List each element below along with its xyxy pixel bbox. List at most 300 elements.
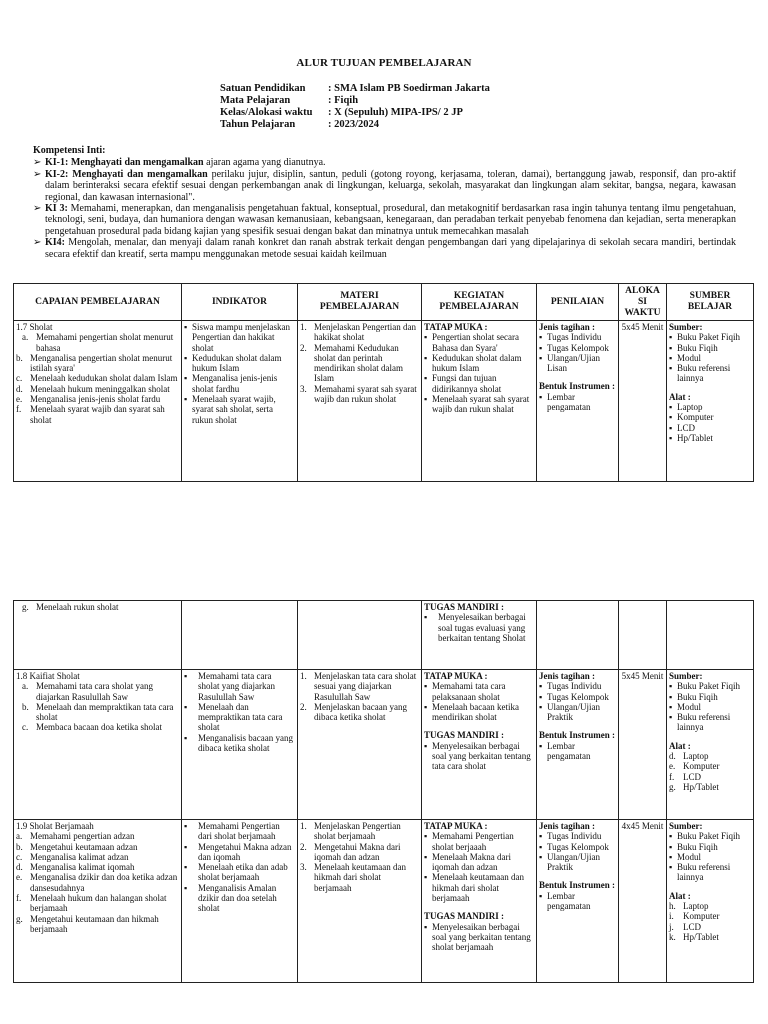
list-item bbox=[669, 922, 751, 932]
bullet-icon: ▪ bbox=[184, 732, 188, 743]
list-item bbox=[16, 373, 179, 383]
list-item bbox=[184, 353, 295, 374]
list-item bbox=[669, 353, 751, 363]
list-item bbox=[16, 852, 179, 862]
ki-lead: KI 3: bbox=[45, 203, 68, 215]
list-text: Menganalisa kalimat adzan bbox=[30, 851, 129, 862]
bullet-icon: ▪ bbox=[539, 352, 543, 363]
list-text: Menjelaskan tata cara sholat sesuai yang diajarkan Rasulullah Saw bbox=[314, 671, 417, 702]
learning-table-part-1 bbox=[13, 283, 754, 482]
list-item bbox=[16, 353, 179, 374]
cp-cell bbox=[14, 820, 182, 983]
ki-item bbox=[33, 169, 736, 203]
list-item bbox=[669, 363, 751, 384]
list-item bbox=[16, 702, 179, 723]
list-number: 1. bbox=[300, 821, 307, 831]
indikator-cell bbox=[182, 670, 298, 820]
meta-row bbox=[220, 119, 490, 131]
list-text: Kedudukan sholat dalam hukum Islam bbox=[432, 352, 522, 374]
list-text: Tugas Kelompok bbox=[547, 841, 609, 852]
waktu-cell: 5x45 Menit bbox=[619, 321, 667, 482]
bullet-icon: ▪ bbox=[669, 851, 673, 862]
meta-label: Tahun Pelajaran bbox=[220, 119, 296, 130]
bullet-icon: ▪ bbox=[424, 394, 428, 405]
list-text: Menelaah Makna dari iqomah dan adzan bbox=[432, 851, 511, 873]
bullet-icon: ▪ bbox=[669, 422, 673, 433]
list-number: a. bbox=[22, 332, 29, 343]
cp-cell bbox=[14, 670, 182, 820]
ki-item bbox=[33, 237, 736, 260]
table-row bbox=[14, 601, 754, 670]
list-item bbox=[16, 384, 179, 394]
list-item bbox=[669, 772, 751, 782]
list-item bbox=[16, 914, 179, 935]
list-text: Menelaah kedudukan sholat dalam Islam bbox=[30, 373, 178, 384]
list-number: d. bbox=[669, 751, 676, 762]
list-number: f. bbox=[669, 771, 675, 782]
list-text: Menelaah rukun sholat bbox=[36, 602, 119, 612]
bullet-icon: ▪ bbox=[424, 872, 428, 883]
kompetensi-inti bbox=[33, 145, 736, 260]
list-text: Menelaah keutamaan dan hikmah dari sholat berjamaah bbox=[314, 862, 406, 893]
list-text: Menelaah dan mempraktikan tata cara sholat bbox=[36, 701, 174, 723]
list-number: 2. bbox=[300, 841, 307, 852]
ki-body: perilaku jujur, disiplin, santun, peduli (gotong royong, kerjasama, toleran, damai), bertanggung jawab, responsif, dan pro-aktif dalam berinteraksi secara efektif sesuai dengan perkembangan anak di lingkungan, keluarga, sekolah, masyarakat dan lingkungan alam sekitar, bangsa, negara, kawasan regional, dan kawasan internasional". bbox=[45, 168, 736, 203]
list-text: Menganalisis bacaan yang dibaca ketika sholat bbox=[198, 732, 293, 754]
list-number: 3. bbox=[300, 383, 307, 394]
header-cell: PENILAIAN bbox=[537, 284, 619, 321]
list-text: Menelaah syarat sah syarat wajib dan rukun shalat bbox=[432, 394, 530, 415]
header-cell: ALOKA SI WAKTU bbox=[619, 284, 667, 321]
list-item bbox=[300, 842, 419, 863]
list-item bbox=[669, 332, 751, 342]
list-text: Menganalisa jenis-jenis sholat fardu bbox=[30, 394, 161, 405]
list-text: Memahami Pengertian dari sholat berjamaah bbox=[198, 821, 280, 842]
list-item bbox=[424, 741, 534, 772]
learning-table-part-2 bbox=[13, 600, 754, 983]
list-item bbox=[669, 423, 751, 433]
section-heading: Alat : bbox=[669, 890, 691, 901]
bullet-icon: ▪ bbox=[669, 332, 673, 343]
penilaian-cell bbox=[537, 321, 619, 482]
list-number: e. bbox=[669, 761, 676, 772]
header-cell: SUMBER BELAJAR bbox=[667, 284, 754, 321]
list-text: Buku referensi lainnya bbox=[677, 712, 731, 733]
ki-item bbox=[33, 203, 736, 237]
list-text: Buku Fiqih bbox=[677, 691, 718, 702]
list-number: 2. bbox=[300, 701, 307, 712]
list-item bbox=[424, 872, 534, 903]
bullet-icon: ▪ bbox=[539, 391, 543, 402]
list-text: Buku Paket Fiqih bbox=[677, 681, 741, 692]
meta-row bbox=[220, 83, 490, 95]
ki-lead: KI-1: Menghayati dan mengamalkan bbox=[45, 157, 204, 169]
waktu-cell bbox=[619, 601, 667, 670]
list-item bbox=[184, 322, 295, 353]
list-text: Buku Fiqih bbox=[677, 841, 718, 852]
bullet-icon: ▪ bbox=[539, 831, 543, 842]
list-item bbox=[669, 862, 751, 883]
list-item bbox=[669, 932, 751, 942]
list-text: Menjelaskan Pengertian dan hakikat sholat bbox=[314, 322, 416, 343]
list-text: Membaca bacaan doa ketika sholat bbox=[36, 722, 162, 733]
list-item bbox=[16, 332, 179, 353]
bullet-icon: ▪ bbox=[184, 373, 188, 384]
list-item bbox=[539, 831, 616, 841]
meta-label: Mata Pelajaran bbox=[220, 95, 291, 106]
list-text: Menjelaskan Pengertian sholat berjamaah bbox=[314, 821, 401, 842]
bullet-icon: ▪ bbox=[184, 394, 188, 405]
bullet-icon: ▪ bbox=[539, 740, 543, 751]
list-item bbox=[424, 394, 534, 415]
list-item bbox=[424, 702, 534, 723]
list-number: d. bbox=[16, 862, 23, 873]
bullet-icon: ▪ bbox=[539, 342, 543, 353]
list-text: Tugas Individu bbox=[547, 332, 602, 343]
list-item bbox=[669, 692, 751, 702]
ki-text bbox=[45, 237, 736, 260]
list-item bbox=[669, 412, 751, 422]
section-heading: Jenis tagihan : bbox=[539, 671, 596, 681]
list-text: Ulangan/Ujian Lisan bbox=[547, 352, 600, 374]
section-heading: Jenis tagihan : bbox=[539, 821, 596, 831]
bullet-icon: ▪ bbox=[184, 841, 188, 852]
section-heading: TUGAS MANDIRI : bbox=[424, 911, 505, 922]
bullet-icon: ▪ bbox=[669, 432, 673, 443]
bullet-icon: ▪ bbox=[424, 352, 428, 363]
meta-label: Satuan Pendidikan bbox=[220, 83, 306, 94]
list-number: i. bbox=[669, 911, 674, 922]
list-number: 1. bbox=[300, 671, 307, 681]
cp-title: 1.8 Kaifiat Sholat bbox=[16, 671, 80, 681]
list-item bbox=[184, 733, 295, 754]
list-text: Hp/Tablet bbox=[683, 931, 719, 942]
ki-text bbox=[45, 203, 736, 237]
sumber-cell bbox=[667, 670, 754, 820]
list-text: Menelaah syarat wajib dan syarat sah sholat bbox=[30, 404, 165, 425]
list-item bbox=[424, 831, 534, 852]
ki-body: Memahami, menerapkan, dan menganalisis pengetahuan faktual, konseptual, prosedural, dan metakognitif berdasarkan rasa ingin tahunya tentang ilmu pengetahuan, teknologi, seni, budaya, dan humaniora dengan wawasan kemanusiaan, kebangsaan, kenegaraan, dan peradaban terkait penyebab fenomena dan kejadian, serta menerapkan pengetahuan prosedural pada bidang kajian yang spesifik sesuai dengan bakat dan minatnya untuk memecahkan masalah bbox=[45, 203, 737, 237]
list-item bbox=[669, 751, 751, 761]
list-number: a. bbox=[16, 831, 23, 842]
ki-text bbox=[45, 157, 736, 168]
list-text: Memahami tata cara sholat yang diajarkan Rasulullah Saw bbox=[36, 681, 153, 702]
section-heading: Bentuk Instrumen : bbox=[539, 880, 616, 891]
list-text: Buku Paket Fiqih bbox=[677, 332, 741, 343]
section-heading: Alat : bbox=[669, 740, 691, 751]
list-item bbox=[539, 891, 616, 912]
cp-cell bbox=[14, 321, 182, 482]
section-heading: TUGAS MANDIRI : bbox=[424, 730, 505, 741]
list-item bbox=[184, 394, 295, 425]
penilaian-cell bbox=[537, 670, 619, 820]
list-item bbox=[539, 852, 616, 873]
meta-value: : SMA Islam PB Soedirman Jakarta bbox=[328, 83, 490, 94]
bullet-icon: ▪ bbox=[539, 841, 543, 852]
bullet-icon: ▪ bbox=[184, 671, 188, 681]
bullet-icon: ▪ bbox=[424, 681, 428, 692]
list-number: g. bbox=[22, 602, 29, 612]
list-text: Ulangan/Ujian Praktik bbox=[547, 851, 600, 873]
bullet-icon: ▪ bbox=[539, 890, 543, 901]
bullet-icon: ▪ bbox=[669, 363, 673, 374]
list-item bbox=[539, 392, 616, 413]
list-text: Memahami pengertian sholat menurut bahasa bbox=[36, 332, 174, 353]
list-text: Memahami syarat sah syarat wajib dan rukun sholat bbox=[314, 383, 417, 405]
list-text: Buku referensi lainnya bbox=[677, 363, 731, 384]
list-item bbox=[300, 862, 419, 893]
list-text: LCD bbox=[677, 422, 695, 433]
bullet-icon: ▪ bbox=[539, 681, 543, 692]
list-text: Pengertian sholat secara Bahasa dan Syara' bbox=[432, 332, 519, 353]
list-item bbox=[669, 433, 751, 443]
bullet-icon: ▪ bbox=[669, 701, 673, 712]
bullet-icon: ▪ bbox=[184, 701, 188, 712]
list-text: Hp/Tablet bbox=[683, 781, 719, 792]
list-text: Menelaah bacaan ketika mendirikan sholat bbox=[432, 701, 519, 723]
list-text: Modul bbox=[677, 352, 702, 363]
bullet-icon: ▪ bbox=[669, 862, 673, 873]
list-number: j. bbox=[669, 921, 674, 932]
section-heading: Alat : bbox=[669, 391, 691, 402]
ki-body: ajaran agama yang dianutnya. bbox=[203, 157, 326, 169]
list-text: Tugas Kelompok bbox=[547, 342, 609, 353]
list-number: h. bbox=[669, 901, 676, 912]
list-text: Ulangan/Ujian Praktik bbox=[547, 701, 600, 723]
list-text: Fungsi dan tujuan didirikannya sholat bbox=[432, 373, 502, 394]
list-text: Menjelaskan bacaan yang dibaca ketika sholat bbox=[314, 701, 407, 723]
list-item bbox=[300, 384, 419, 405]
list-item bbox=[184, 671, 295, 702]
list-item bbox=[424, 332, 534, 353]
list-text: Menganalisa dzikir dan doa ketika adzan dansesudahnya bbox=[30, 872, 178, 893]
list-text: Mengetahui keutamaan adzan bbox=[30, 841, 138, 852]
meta-row bbox=[220, 107, 490, 119]
list-text: LCD bbox=[683, 771, 701, 782]
list-item bbox=[424, 852, 534, 873]
list-item bbox=[300, 671, 419, 702]
waktu-cell: 5x45 Menit bbox=[619, 670, 667, 820]
list-item bbox=[539, 842, 616, 852]
table-header-row bbox=[14, 284, 754, 321]
bullet-icon: ▪ bbox=[669, 412, 673, 423]
meta-row bbox=[220, 95, 490, 107]
list-number: 3. bbox=[300, 862, 307, 873]
list-number: c. bbox=[16, 373, 23, 384]
list-number: c. bbox=[22, 722, 29, 733]
list-text: Lembar pengamatan bbox=[547, 740, 591, 762]
arrow-bullet-icon: ➢ bbox=[33, 168, 42, 180]
list-item bbox=[16, 842, 179, 852]
header-cell: INDIKATOR bbox=[182, 284, 298, 321]
list-text: Tugas Kelompok bbox=[547, 691, 609, 702]
ki-lead: KI4: bbox=[45, 237, 65, 249]
list-item bbox=[184, 373, 295, 394]
list-text: Siswa mampu menjelaskan Pengertian dan hakikat sholat bbox=[192, 322, 290, 353]
bullet-icon: ▪ bbox=[539, 332, 543, 343]
list-text: Mengetahui keutamaan dan hikmah berjamaah bbox=[30, 913, 159, 934]
cp-cell bbox=[14, 601, 182, 670]
list-text: Menyelesaikan berbagai soal tugas evaluasi yang berkaitan tentang Sholat bbox=[438, 612, 526, 643]
ki-lead: KI-2: Menghayati dan mengamalkan bbox=[45, 168, 208, 180]
materi-cell bbox=[298, 670, 422, 820]
list-text: Modul bbox=[677, 851, 702, 862]
list-text: Menelaah keutamaan dan hikmah dari sholat berjamaah bbox=[432, 872, 524, 904]
list-item bbox=[424, 612, 534, 643]
list-text: Laptop bbox=[683, 901, 709, 912]
section-heading: TATAP MUKA : bbox=[424, 671, 488, 681]
cp-title: 1.9 Sholat Berjamaah bbox=[16, 821, 94, 831]
table-row bbox=[14, 820, 754, 983]
kegiatan-cell bbox=[422, 321, 537, 482]
list-number: d. bbox=[16, 383, 23, 394]
list-text: Menelaah syarat wajib, syarat sah sholat, serta rukun sholat bbox=[192, 394, 276, 425]
list-text: Komputer bbox=[683, 761, 720, 772]
list-text: Memahami tata cara pelaksanaan sholat bbox=[432, 681, 506, 702]
bullet-icon: ▪ bbox=[184, 322, 188, 332]
section-heading: TATAP MUKA : bbox=[424, 821, 488, 831]
list-text: Laptop bbox=[677, 402, 703, 413]
list-item bbox=[539, 692, 616, 702]
list-text: Laptop bbox=[683, 751, 709, 762]
list-text: Menelaah hukum dan halangan sholat berjamaah bbox=[30, 893, 167, 914]
indikator-cell bbox=[182, 820, 298, 983]
list-item bbox=[184, 702, 295, 733]
list-text: Buku Fiqih bbox=[677, 342, 718, 353]
bullet-icon: ▪ bbox=[184, 862, 188, 873]
sumber-cell bbox=[667, 820, 754, 983]
list-item bbox=[669, 901, 751, 911]
list-text: Komputer bbox=[683, 911, 720, 922]
materi-cell bbox=[298, 321, 422, 482]
list-text: Modul bbox=[677, 701, 702, 712]
bullet-icon: ▪ bbox=[669, 831, 673, 842]
header-cell: CAPAIAN PEMBELAJARAN bbox=[14, 284, 182, 321]
list-text: Tugas Individu bbox=[547, 681, 602, 692]
meta-label: Kelas/Alokasi waktu bbox=[220, 107, 313, 118]
table-row bbox=[14, 670, 754, 820]
list-item bbox=[16, 893, 179, 914]
bullet-icon: ▪ bbox=[539, 691, 543, 702]
kegiatan-cell bbox=[422, 820, 537, 983]
list-item bbox=[669, 782, 751, 792]
list-text: Menelaah etika dan adab sholat berjamaah bbox=[198, 862, 288, 883]
list-number: e. bbox=[16, 394, 23, 405]
list-text: Kedudukan sholat dalam hukum Islam bbox=[192, 352, 282, 374]
list-item bbox=[669, 681, 751, 691]
list-number: a. bbox=[22, 681, 29, 692]
section-heading: TATAP MUKA : bbox=[424, 322, 488, 332]
list-text: Tugas Individu bbox=[547, 831, 602, 842]
list-item bbox=[424, 922, 534, 953]
list-number: g. bbox=[16, 913, 23, 924]
bullet-icon: ▪ bbox=[669, 681, 673, 692]
ki-item bbox=[33, 157, 736, 168]
list-item bbox=[669, 343, 751, 353]
list-number: b. bbox=[16, 352, 23, 363]
list-text: Memahami Kedudukan sholat dan perintah mendirikan sholat dalam Islam bbox=[314, 342, 403, 384]
bullet-icon: ▪ bbox=[424, 851, 428, 862]
list-item bbox=[16, 722, 179, 732]
list-text: Menelaah hukum meninggalkan sholat bbox=[30, 383, 170, 394]
list-text: Lembar pengamatan bbox=[547, 890, 591, 912]
list-text: Mengetahui Makna adzan dan iqomah bbox=[198, 841, 292, 862]
section-heading: Sumber: bbox=[669, 821, 703, 831]
list-item bbox=[669, 712, 751, 733]
bullet-icon: ▪ bbox=[184, 821, 188, 831]
ki-body: Mengolah, menalar, dan menyaji dalam ranah konkret dan ranah abstrak terkait dengan pengembangan dari yang dipelajarinya di sekolah secara mandiri, bertindak secara efektif dan kreatif, serta mampu menggunakan metode sesuai kaidah keilmuan bbox=[45, 237, 736, 260]
page-title: ALUR TUJUAN PEMBELAJARAN bbox=[296, 57, 472, 69]
list-text: Memahami tata cara sholat yang diajarkan Rasulullah Saw bbox=[198, 671, 275, 702]
list-item bbox=[424, 373, 534, 394]
list-item bbox=[539, 353, 616, 374]
bullet-icon: ▪ bbox=[424, 612, 428, 623]
section-heading: Bentuk Instrumen : bbox=[539, 381, 616, 392]
list-item bbox=[669, 911, 751, 921]
list-item bbox=[16, 872, 179, 893]
list-item bbox=[300, 343, 419, 384]
list-text: Menganalisa jenis-jenis sholat fardhu bbox=[192, 373, 278, 394]
list-item bbox=[669, 842, 751, 852]
list-number: 1. bbox=[300, 322, 307, 332]
list-text: Buku Paket Fiqih bbox=[677, 831, 741, 842]
list-text: Memahami Pengertian sholat berjaaah bbox=[432, 831, 514, 852]
list-item bbox=[539, 702, 616, 723]
list-item bbox=[539, 332, 616, 342]
list-item bbox=[16, 862, 179, 872]
list-text: Menyelesaikan berbagai soal yang berkaitan tentang tata cara sholat bbox=[432, 740, 531, 772]
ki-heading: Kompetensi Inti: bbox=[33, 145, 106, 156]
list-item bbox=[669, 852, 751, 862]
list-text: Komputer bbox=[677, 412, 714, 423]
cp-title: 1.7 Sholat bbox=[16, 322, 53, 332]
meta-value: : Fiqih bbox=[328, 95, 359, 106]
list-item bbox=[424, 353, 534, 374]
bullet-icon: ▪ bbox=[669, 691, 673, 702]
list-item bbox=[300, 322, 419, 343]
list-number: f. bbox=[16, 893, 22, 904]
list-item bbox=[16, 404, 179, 425]
kegiatan-cell bbox=[422, 670, 537, 820]
bullet-icon: ▪ bbox=[669, 352, 673, 363]
list-number: b. bbox=[16, 841, 23, 852]
sumber-cell bbox=[667, 601, 754, 670]
materi-cell bbox=[298, 601, 422, 670]
list-text: Menganalisa kalimat iqomah bbox=[30, 862, 135, 873]
list-item bbox=[424, 681, 534, 702]
list-text: Mengetahui Makna dari iqomah dan adzan bbox=[314, 841, 401, 862]
section-heading: TUGAS MANDIRI : bbox=[424, 602, 505, 612]
bullet-icon: ▪ bbox=[424, 373, 428, 384]
ki-text bbox=[45, 169, 736, 203]
list-item bbox=[184, 883, 295, 914]
list-text: Lembar pengamatan bbox=[547, 391, 591, 413]
list-item bbox=[300, 821, 419, 842]
list-item bbox=[16, 394, 179, 404]
list-item bbox=[16, 602, 179, 612]
indikator-cell bbox=[182, 601, 298, 670]
section-heading: Sumber: bbox=[669, 671, 703, 681]
header-cell: KEGIATAN PEMBELAJARAN bbox=[422, 284, 537, 321]
list-number: c. bbox=[16, 851, 23, 862]
bullet-icon: ▪ bbox=[424, 921, 428, 932]
list-text: Menganalisa pengertian sholat menurut istilah syara' bbox=[30, 352, 173, 374]
list-item bbox=[669, 761, 751, 771]
list-item bbox=[16, 681, 179, 702]
list-text: Buku referensi lainnya bbox=[677, 862, 731, 883]
penilaian-cell bbox=[537, 601, 619, 670]
header-cell: MATERI PEMBELAJARAN bbox=[298, 284, 422, 321]
